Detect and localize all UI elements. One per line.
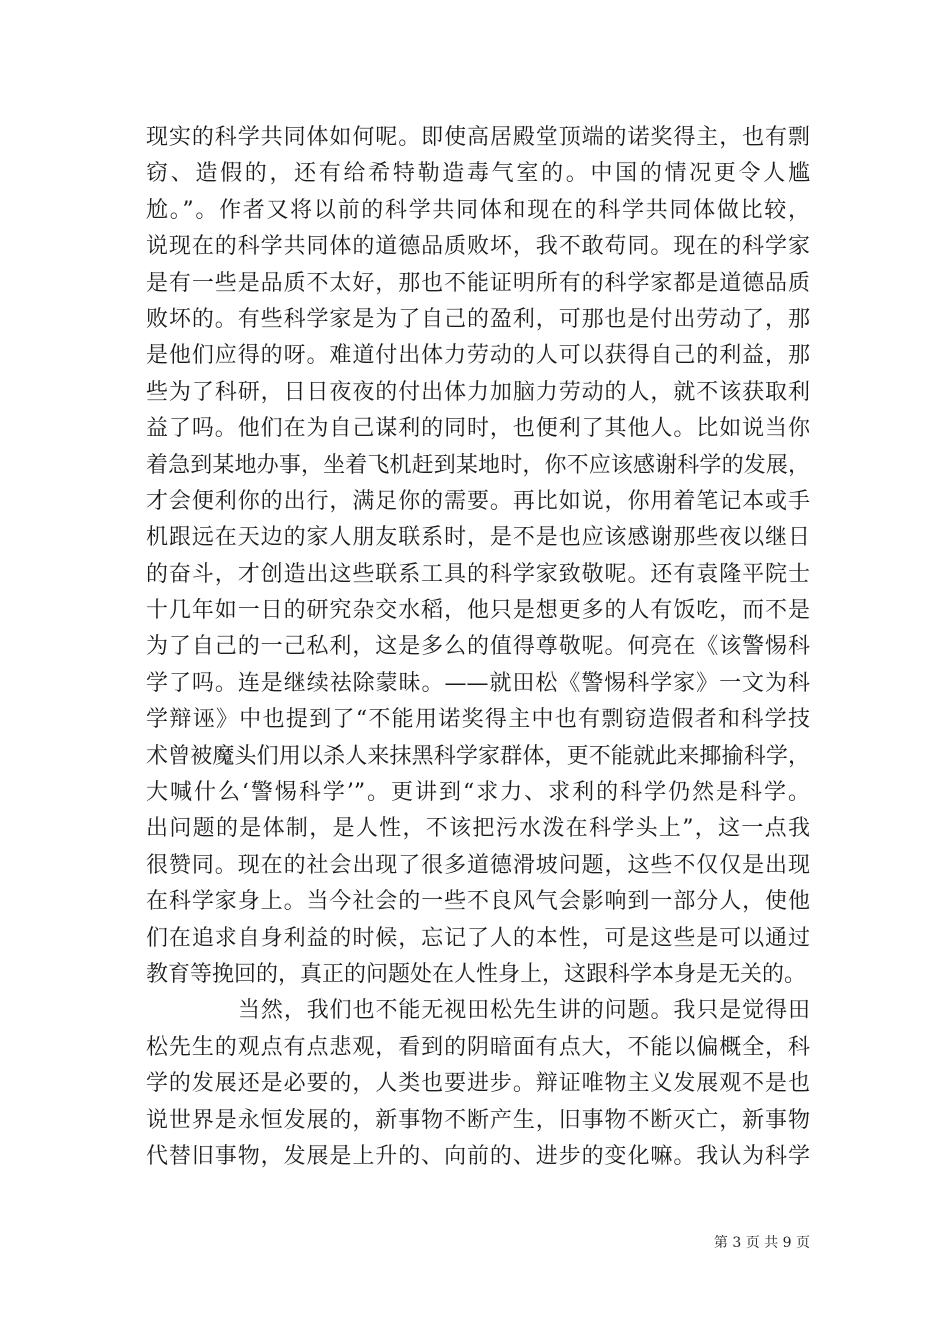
- page-footer: [0, 1234, 950, 1252]
- text-line: 尬。”。作者又将以前的科学共同体和现在的科学共同体做比较，: [146, 197, 810, 223]
- paragraph-first-line: 当然，我们也不能无视田松先生讲的问题。我只是觉得田: [238, 998, 810, 1024]
- text-line: 说世界是永恒发展的，新事物不断产生，旧事物不断灭亡，新事物: [146, 1107, 810, 1133]
- text-line: 说现在的科学共同体的道德品质败坏，我不敢苟同。现在的科学家: [146, 234, 810, 260]
- text-line: 术曾被魔头们用以杀人来抹黑科学家群体，更不能就此来揶揄科学，: [146, 743, 810, 769]
- text-line: 们在追求自身利益的时候，忘记了人的本性，可是这些是可以通过: [146, 925, 810, 951]
- text-line: 是他们应得的呀。难道付出体力劳动的人可以获得自己的利益，那: [146, 343, 810, 369]
- text-line: 在科学家身上。当今社会的一些不良风气会影响到一部分人，使他: [146, 889, 810, 915]
- body-text: [146, 120, 810, 1175]
- text-line: 败坏的。有些科学家是为了自己的盈利，可那也是付出劳动了，那: [146, 306, 810, 332]
- text-line: 很赞同。现在的社会出现了很多道德滑坡问题，这些不仅仅是出现: [146, 852, 810, 878]
- text-line: 为了自己的一己私利，这是多么的值得尊敬呢。何亮在《该警惕科: [146, 634, 810, 660]
- text-line: 是有一些是品质不太好，那也不能证明所有的科学家都是道德品质: [146, 270, 810, 296]
- text-line: 才会便利你的出行，满足你的需要。再比如说，你用着笔记本或手: [146, 488, 810, 514]
- text-line: 教育等挽回的，真正的问题处在人性身上，这跟科学本身是无关的。: [146, 961, 807, 987]
- text-line: 大喊什么‘警惕科学’”。更讲到“求力、求利的科学仍然是科学。: [146, 780, 810, 806]
- text-line: 的奋斗，才创造出这些联系工具的科学家致敬呢。还有袁隆平院士: [146, 561, 810, 587]
- text-line: 现实的科学共同体如何呢。即使高居殿堂顶端的诺奖得主，也有剽: [146, 125, 810, 150]
- text-line: 窃、造假的，还有给希特勒造毒气室的。中国的情况更令人尴: [146, 161, 810, 187]
- text-line: 十几年如一日的研究杂交水稻，他只是想更多的人有饭吃，而不是: [146, 598, 810, 624]
- text-line: 学的发展还是必要的，人类也要进步。辩证唯物主义发展观不是也: [146, 1071, 810, 1097]
- text-line: 学了吗。连是继续祛除蒙昧。——就田松《警惕科学家》一文为科: [146, 670, 810, 696]
- text-line: 松先生的观点有点悲观，看到的阴暗面有点大，不能以偏概全，科: [146, 1034, 810, 1060]
- text-line: 机跟远在天边的家人朋友联系时，是不是也应该感谢那些夜以继日: [146, 525, 810, 551]
- text-line: 代替旧事物，发展是上升的、向前的、进步的变化嘛。我认为科学: [146, 1143, 810, 1169]
- text-line: 学辩诬》中也提到了“不能用诺奖得主中也有剽窃造假者和科学技: [146, 707, 810, 733]
- text-line: 益了吗。他们在为自己谋利的同时，也便利了其他人。比如说当你: [146, 416, 810, 442]
- page-number-label: 第 3 页 共 9 页: [713, 1235, 810, 1251]
- text-line: 出问题的是体制，是人性，不该把污水泼在科学头上”，这一点我: [146, 816, 810, 842]
- text-line: 些为了科研，日日夜夜的付出体力加脑力劳动的人，就不该获取利: [146, 379, 810, 405]
- text-line: 着急到某地办事，坐着飞机赶到某地时，你不应该感谢科学的发展，: [146, 452, 810, 478]
